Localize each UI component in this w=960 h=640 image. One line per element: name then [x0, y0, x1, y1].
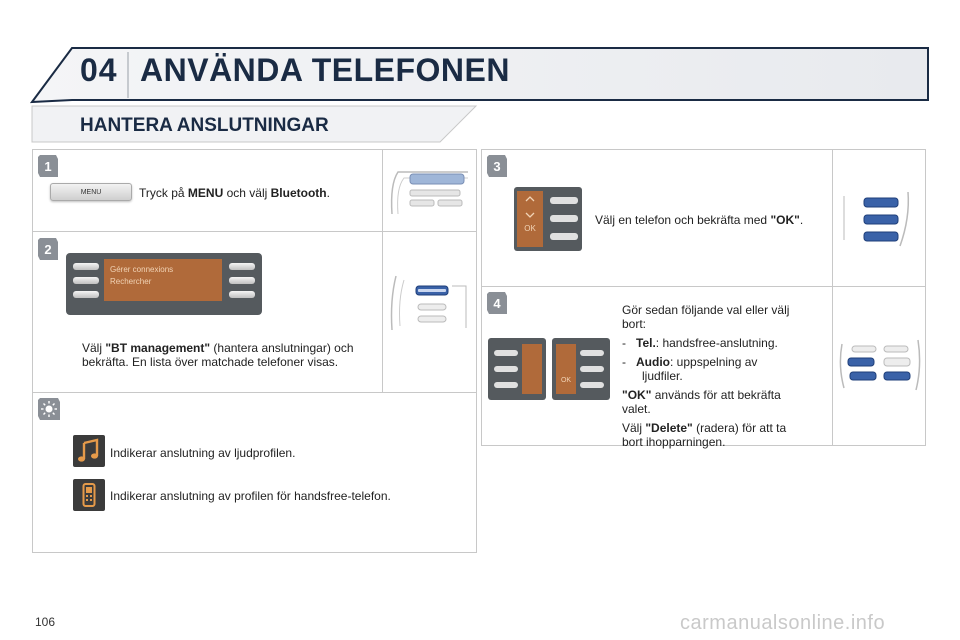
left-row-divider-1 [32, 231, 477, 232]
right-row-divider [481, 286, 926, 287]
left-button-3[interactable] [73, 291, 99, 298]
dashboard-options-illustration [838, 336, 922, 396]
ok-note-line2: valet. [622, 402, 651, 416]
bullet-tel: - Tel.: handsfree-anslutning. [622, 336, 778, 350]
right-image-divider [832, 149, 833, 446]
left-image-divider [382, 149, 383, 392]
tip-handsfree-profile: Indikerar anslutning av profilen för handsfree-telefon. [110, 489, 391, 503]
mobile-phone-icon [73, 479, 105, 511]
svg-text:4: 4 [493, 296, 501, 311]
music-note-icon [73, 435, 105, 467]
page-number: 106 [35, 615, 56, 629]
right-button-2[interactable] [229, 277, 255, 284]
step-4-intro-line1: Gör sedan följande val eller välj [622, 303, 790, 317]
section-title: HANTERA ANSLUTNINGAR [80, 115, 329, 136]
svg-text:OK: OK [560, 377, 572, 384]
svg-text:3: 3 [493, 159, 501, 174]
delete-note: Välj "Delete" (radera) för att ta [622, 421, 787, 435]
left-row-divider-2 [32, 392, 477, 393]
step-4-text [622, 303, 827, 449]
screen-line-2: Rechercher [110, 277, 152, 286]
svg-text:2: 2 [44, 242, 52, 257]
bullet-audio-line2: ljudfiler. [642, 369, 683, 383]
radio-display-step4 [488, 338, 610, 400]
watermark: carmanualsonline.info [680, 612, 886, 634]
bullet-audio: - Audio: uppspelning av [622, 355, 758, 369]
dashboard-select-illustration [838, 188, 922, 254]
radio-display-step2 [66, 253, 262, 315]
step-4-badge [487, 292, 507, 314]
step-4-intro-line2: bort: [622, 317, 647, 331]
left-button-1[interactable] [73, 263, 99, 270]
screen-line-1: Gérer connexions [110, 265, 174, 274]
left-button-2[interactable] [73, 277, 99, 284]
step-2-text: Välj "BT management" (hantera anslutningar) och bekräfta. En lista över matchade telefoner visas. [82, 341, 354, 369]
svg-text:1: 1 [44, 159, 52, 174]
step-3-badge [487, 155, 507, 177]
step-1-text: Tryck på MENU och välj Bluetooth. [139, 186, 330, 200]
ok-note: "OK" används för att bekräfta [622, 388, 781, 402]
step-2-badge [38, 238, 58, 260]
tip-lightbulb-icon [38, 398, 60, 420]
tip-audio-profile: Indikerar anslutning av ljudprofilen. [110, 446, 296, 460]
dashboard-buttons-illustration [388, 270, 472, 336]
right-button-3[interactable] [229, 291, 255, 298]
svg-text:OK: OK [524, 224, 536, 233]
menu-button[interactable]: MENU [50, 183, 132, 201]
radio-display-step3 [514, 187, 582, 251]
step-3-text: Välj en telefon och bekräfta med "OK". [595, 213, 804, 227]
delete-note-line2: bort ihopparningen. [622, 435, 726, 449]
chapter-number: 04 [80, 52, 118, 88]
right-button-1[interactable] [229, 263, 255, 270]
dashboard-menu-illustration [388, 164, 472, 222]
step-1-badge [38, 155, 58, 177]
lcd-screen [104, 259, 222, 301]
chapter-title: ANVÄNDA TELEFONEN [140, 52, 510, 88]
